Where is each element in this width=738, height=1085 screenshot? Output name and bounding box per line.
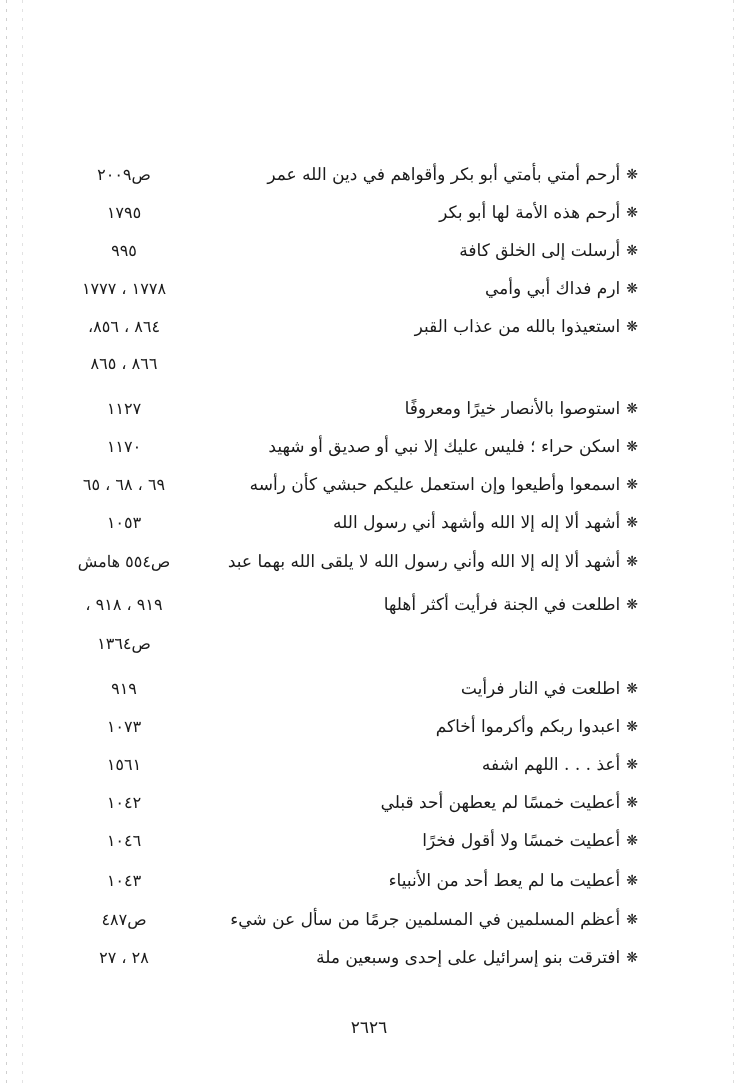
entry-label: ارم فداك أبي وأمي xyxy=(484,279,621,299)
index-entry xyxy=(0,672,738,706)
index-entry xyxy=(0,748,738,782)
entry-text xyxy=(485,272,638,307)
asterisk-icon: ❋ xyxy=(626,477,638,493)
asterisk-icon: ❋ xyxy=(626,281,638,297)
entry-text xyxy=(459,234,638,269)
entry-reference: ٨٦٦ ، ٨٦٥ xyxy=(90,354,158,373)
entry-reference: ص٢٠٠٩ xyxy=(97,165,151,184)
entry-reference: ٨٦٤ ، ٨٥٦، xyxy=(87,317,161,336)
index-entry xyxy=(0,545,738,579)
entry-reference: ١٠٤٦ xyxy=(106,831,142,850)
index-entry xyxy=(0,158,738,192)
entry-text xyxy=(405,392,638,427)
entry-text xyxy=(415,310,638,345)
asterisk-icon: ❋ xyxy=(626,515,638,531)
entry-label: اطلعت في الجنة فرأيت أكثر أهلها xyxy=(383,595,621,615)
index-entry xyxy=(0,506,738,540)
asterisk-icon: ❋ xyxy=(626,912,638,928)
index-entry xyxy=(0,310,738,344)
index-entry xyxy=(0,864,738,898)
entry-reference: ص٤٨٧ xyxy=(101,910,147,929)
entry-reference: ١٠٧٣ xyxy=(106,717,142,736)
index-entry xyxy=(0,824,738,858)
index-entry xyxy=(0,786,738,820)
entry-reference: ١٧٩٥ xyxy=(106,203,142,222)
asterisk-icon: ❋ xyxy=(626,757,638,773)
index-entry xyxy=(0,941,738,975)
entry-reference: ص١٣٦٤ xyxy=(97,634,151,653)
asterisk-icon: ❋ xyxy=(626,554,638,570)
index-entry xyxy=(0,903,738,937)
index-entry xyxy=(0,468,738,502)
index-entry xyxy=(0,234,738,268)
entry-label: أشهد ألا إله إلا الله وأشهد أني رسول الله xyxy=(333,513,621,533)
entry-reference: ١٠٤٣ xyxy=(106,871,142,890)
entry-text xyxy=(632,627,638,662)
asterisk-icon: ❋ xyxy=(626,243,638,259)
entry-label: أرسلت إلى الخلق كافة xyxy=(459,241,621,261)
entry-label: أرحم أمتي بأمتي أبو بكر وأقواهم في دين الله عمر xyxy=(267,165,621,185)
entry-reference: ص٥٥٤ هامش xyxy=(77,552,171,571)
asterisk-icon: ❋ xyxy=(626,319,638,335)
asterisk-icon: ❋ xyxy=(626,950,638,966)
entry-label: أرحم هذه الأمة لها أبو بكر xyxy=(439,203,621,223)
entry-reference: ٢٨ ، ٢٧ xyxy=(99,948,149,967)
asterisk-icon: ❋ xyxy=(626,719,638,735)
entry-label: أعظم المسلمين في المسلمين جرمًا من سأل عن شيء xyxy=(230,910,621,930)
entry-label: أعطيت خمسًا ولا أقول فخرًا xyxy=(422,831,621,851)
asterisk-icon: ❋ xyxy=(626,597,638,613)
index-entry xyxy=(0,710,738,744)
entry-label: أعطيت ما لم يعط أحد من الأنبياء xyxy=(388,871,621,891)
asterisk-icon: ❋ xyxy=(626,795,638,811)
entry-label: أشهد ألا إله إلا الله وأني رسول الله لا يلقى الله بهما عبد xyxy=(227,552,621,572)
entry-text xyxy=(482,748,638,783)
index-entry-continuation xyxy=(0,347,738,381)
page-number: ٢٦٢٦ xyxy=(350,1018,388,1038)
entry-text xyxy=(461,672,638,707)
entry-text xyxy=(250,468,638,503)
entry-text xyxy=(230,903,638,938)
entry-reference: ٩٩٥ xyxy=(111,241,137,260)
entry-label: اطلعت في النار فرأيت xyxy=(460,679,621,699)
entry-reference: ١١٢٧ xyxy=(106,399,142,418)
entry-reference: ١٠٥٣ xyxy=(106,513,142,532)
entry-label: اسكن حراء ؛ فليس عليك إلا نبي أو صديق أو شهيد xyxy=(268,437,621,457)
asterisk-icon: ❋ xyxy=(626,833,638,849)
entry-text xyxy=(381,786,638,821)
index-entry xyxy=(0,392,738,426)
asterisk-icon: ❋ xyxy=(626,205,638,221)
entry-text xyxy=(267,158,638,193)
entry-reference: ٩١٩ xyxy=(111,679,137,698)
entry-text xyxy=(632,347,638,382)
entry-text xyxy=(384,588,638,623)
entry-text xyxy=(422,824,638,859)
entry-text xyxy=(436,710,638,745)
index-entry xyxy=(0,272,738,306)
entry-reference: ٩١٩ ، ٩١٨ ، xyxy=(85,595,163,614)
asterisk-icon: ❋ xyxy=(626,681,638,697)
index-entry-continuation xyxy=(0,627,738,661)
entry-text xyxy=(333,506,638,541)
entry-reference: ٦٩ ، ٦٨ ، ٦٥ xyxy=(82,475,166,494)
asterisk-icon: ❋ xyxy=(626,401,638,417)
entry-label: أعذ . . . اللهم اشفه xyxy=(481,755,621,775)
entry-text xyxy=(228,545,638,580)
entry-reference: ١١٧٠ xyxy=(106,437,142,456)
index-entry xyxy=(0,430,738,464)
entry-label: اسمعوا وأطيعوا وإن استعمل عليكم حبشي كأن رأسه xyxy=(249,475,621,495)
asterisk-icon: ❋ xyxy=(626,873,638,889)
entry-text xyxy=(316,941,638,976)
index-entry xyxy=(0,588,738,622)
entry-label: افترقت بنو إسرائيل على إحدى وسبعين ملة xyxy=(316,948,621,968)
asterisk-icon: ❋ xyxy=(626,167,638,183)
entry-reference: ١٠٤٢ xyxy=(106,793,142,812)
entry-label: استوصوا بالأنصار خيرًا ومعروفًا xyxy=(404,399,621,419)
entry-text xyxy=(389,864,638,899)
entry-label: اعبدوا ربكم وأكرموا أخاكم xyxy=(435,717,621,737)
index-entry xyxy=(0,196,738,230)
entry-reference: ١٧٧٨ ، ١٧٧٧ xyxy=(81,279,167,298)
entry-reference: ١٥٦١ xyxy=(106,755,142,774)
entry-label: استعيذوا بالله من عذاب القبر xyxy=(414,317,621,337)
asterisk-icon: ❋ xyxy=(626,439,638,455)
entry-text xyxy=(268,430,638,465)
entry-label: أعطيت خمسًا لم يعطهن أحد قبلي xyxy=(380,793,621,813)
entry-text xyxy=(439,196,638,231)
